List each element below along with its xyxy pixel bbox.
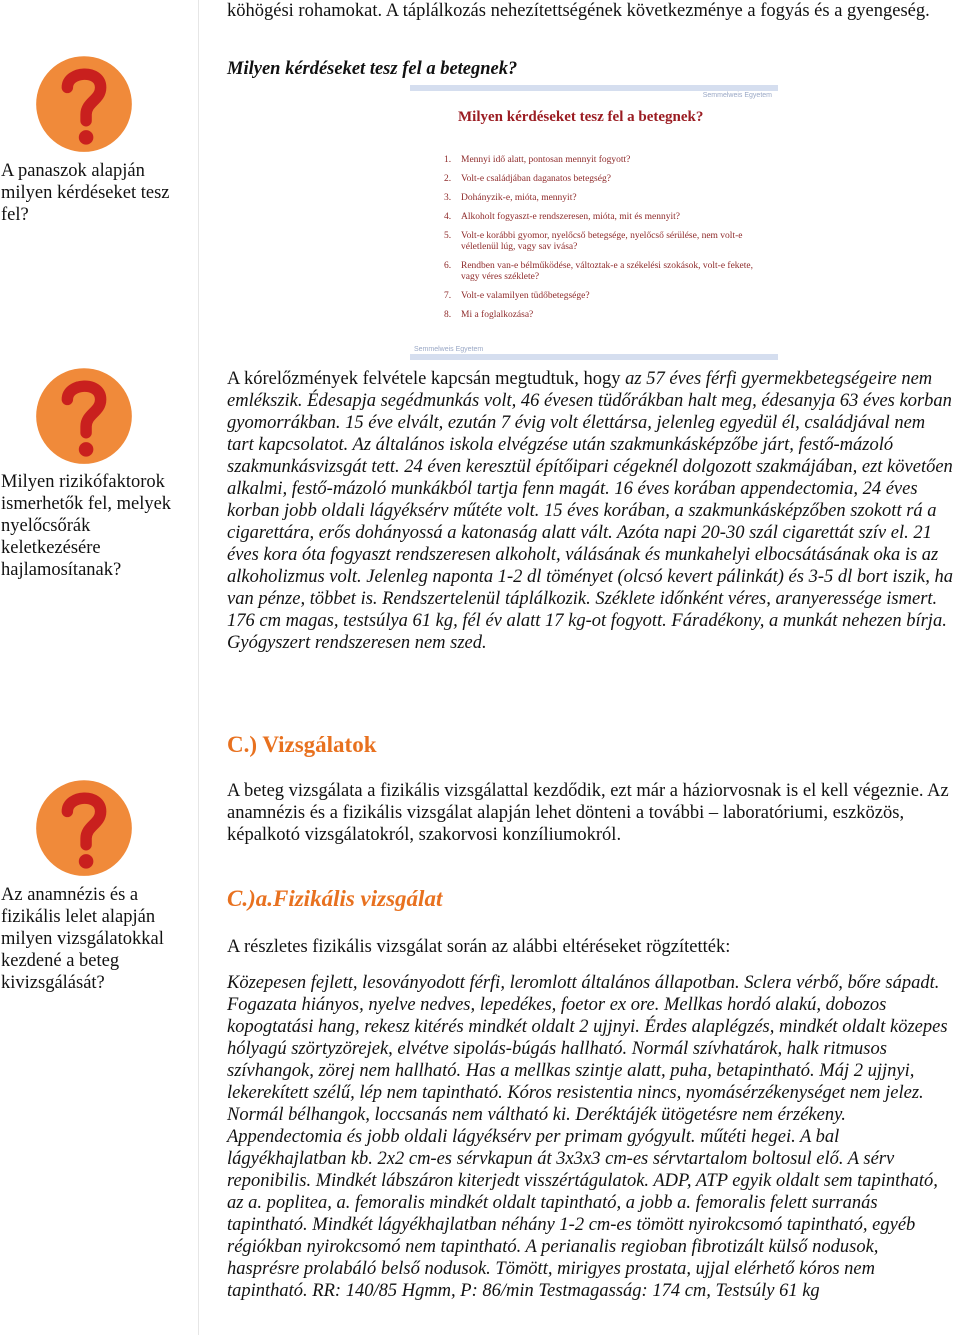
sidebar-question-3: Az anamnézis és a fizikális lelet alapján milyen vizsgálatokkal kezdené a beteg kivizsgálását? bbox=[1, 885, 164, 993]
section-ca-intro: A részletes fizikális vizsgálat során az alábbi eltéréseket rögzítették: bbox=[227, 937, 731, 957]
slide-footer: Semmelweis Egyetem bbox=[414, 346, 484, 353]
slide-question-list bbox=[444, 155, 754, 329]
list-item: 6. Rendben van-e bélműködése, változtak-e a székelési szokások, volt-e fekete, vagy véres széklete? bbox=[444, 261, 754, 282]
list-item: 3. Dohányzik-e, mióta, mennyit? bbox=[444, 193, 577, 203]
intro-text: köhögési rohamokat. A táplálkozás nehezítettségének következménye a fogyás és a gyengeség. bbox=[227, 1, 930, 21]
sidebar-question-1: A panaszok alapján milyen kérdéseket tesz fel? bbox=[1, 161, 170, 225]
question-line: Milyen kérdéseket tesz fel a betegnek? bbox=[227, 59, 518, 79]
list-item: 8. Mi a foglalkozása? bbox=[444, 310, 534, 320]
list-item: 1. Mennyi idő alatt, pontosan mennyit fogyott? bbox=[444, 155, 631, 165]
section-ca-title: C.)a.Fizikális vizsgálat bbox=[227, 886, 443, 911]
question-mark-icon bbox=[32, 50, 136, 154]
list-item: 7. Volt-e valamilyen tüdőbetegsége? bbox=[444, 291, 590, 301]
list-item: 4. Alkoholt fogyaszt-e rendszeresen, mióta, mit és mennyit? bbox=[444, 212, 680, 222]
list-item: 2. Volt-e családjában daganatos betegség? bbox=[444, 174, 611, 184]
question-mark-icon bbox=[32, 362, 136, 466]
anamnesis-lead: A kórelőzmények felvétele kapcsán megtudtuk, hogy bbox=[227, 369, 621, 389]
section-c-title: C.) Vizsgálatok bbox=[227, 732, 377, 757]
physical-exam-text: Közepesen fejlett, lesoványodott férfi, leromlott általános állapotban. Sclera vérbő, bőre sápadt. Fogazata hiányos, nyelve nedves, lepedékes, foetor ex ore. Mellkas hordó alakú, dobozos kopogtatási hang, rekesz kitérés mindkét oldalt 2 ujjnyi. Érdes alaplégzés, mindkét oldalt közepes hólyagú szörtyzörejek, elvétve sipolás-búgás hallható. Normál szívhatárok, halk ritmusos szívhangok, zörej nem hallható. Has a mellkas szintje alatt, puha, betapintható. Máj 2 ujjnyi, lekerekített szélű, lép nem tapintható. Kóros resistentia nincs, nyomásérzékenységet nem jelez. Normál bélhangok, loccsanás nem váltható ki. Deréktájék ütögetésre nem érzékeny. Appendectomia és jobb oldali lágyéksérv per primam gyógyult. műtéti hegei. A bal lágyékhajlatban kb. 2x2 cm-es sérvkapun át 3x3x3 cm-es sérvtartalom boltosul elő. A sérv reponibilis. Mindkét lábszáron kiterjedt visszértágulatok. ADP, ATP egyik oldalt sem tapintható, az a. poplitea, a. femoralis mindkét oldalt tapintható, a jobb a. femoralis felett surranás tapintható. Mindkét lágyékhajlatban néhány 1-2 cm-es tömött nyirokcsomó tapintható, egyéb régiókban nyirokcsomó nem tapintható. A perianalis regioban fibrotizált külső nodusok, hasprésre prolabáló belső nodusok. Tömött, mirigyes prostata, ujjal elérhető kóros nem tapintható. RR: 140/85 Hgmm, P: 86/min Testmagasság: 174 cm, Testsúly 61 kg bbox=[227, 973, 948, 1301]
sidebar-question-2: Milyen rizikófaktorok ismerhetők fel, melyek nyelőcsőrák keletkezésére hajlamosítanak? bbox=[1, 472, 172, 580]
list-item: 5. Volt-e korábbi gyomor, nyelőcső betegsége, nyelőcső sérülése, nem volt-e véletlenül lúg, vagy sav ivása? bbox=[444, 231, 743, 252]
section-c-text: A beteg vizsgálata a fizikális vizsgálattal kezdődik, ezt már a háziorvosnak is el kell végeznie. Az anamnézis és a fizikális vizsgálat alapján lehet dönteni a további – laboratóriumi, eszközös, képalkotó vizsgálatokról, szakorvosi konzíliumokról. bbox=[227, 781, 949, 845]
question-mark-icon bbox=[32, 774, 136, 878]
slide-title: Milyen kérdéseket tesz fel a betegnek? bbox=[458, 109, 704, 125]
anamnesis-text: az 57 éves férfi gyermekbetegségeire nem emlékszik. Édesapja segédmunkás volt, 46 évesen tüdőrákban halt meg, édesanyja 63 éves korban gyomorrákban. 15 éve elvált, ezután 7 évig volt élettársa, jelenleg egyedül él, családjával nem tart kapcsolatot. Az általános iskola elvégzése után szakmunkásképzőbe járt, festő-mázoló szakmunkásvizsgát tett. 24 éven keresztül építőipari cégeknél dolgozott szakmájában, ezt követően alkalmi, festő-mázoló munkákból tartja fenn magát. 16 éves korában appendectomia, 24 éves korban jobb oldali lágyéksérv műtéte volt. 15 éves korában, a szakmunkásképzőben szokott rá a cigarettára, erős dohányossá a katonaság alatt vált. Azóta napi 20-30 szál cigarettát szív el. 21 éves kora óta fogyaszt rendszeresen alkoholt, válásának és munkahelyi elbocsátásának oka is az alkoholizmus volt. Jelenleg naponta 1-2 dl töményet (olcsó kevert pálinkát) és 3-5 dl bort iszik, ha van pénze, többet is. Rendszertelenül táplálkozik. Széklete időnként véres, aranyeressége ismert. 176 cm magas, testsúlya 61 kg, fél év alatt 17 kg-ot fogyott. Fáradékony, a munkát nehezen bírja. Gyógyszert rendszeresen nem szed. bbox=[227, 369, 953, 653]
anamnesis-paragraph bbox=[227, 368, 955, 654]
slide-brand: Semmelweis Egyetem bbox=[702, 92, 772, 99]
sidebar bbox=[0, 0, 199, 1335]
question-slide bbox=[410, 85, 778, 360]
